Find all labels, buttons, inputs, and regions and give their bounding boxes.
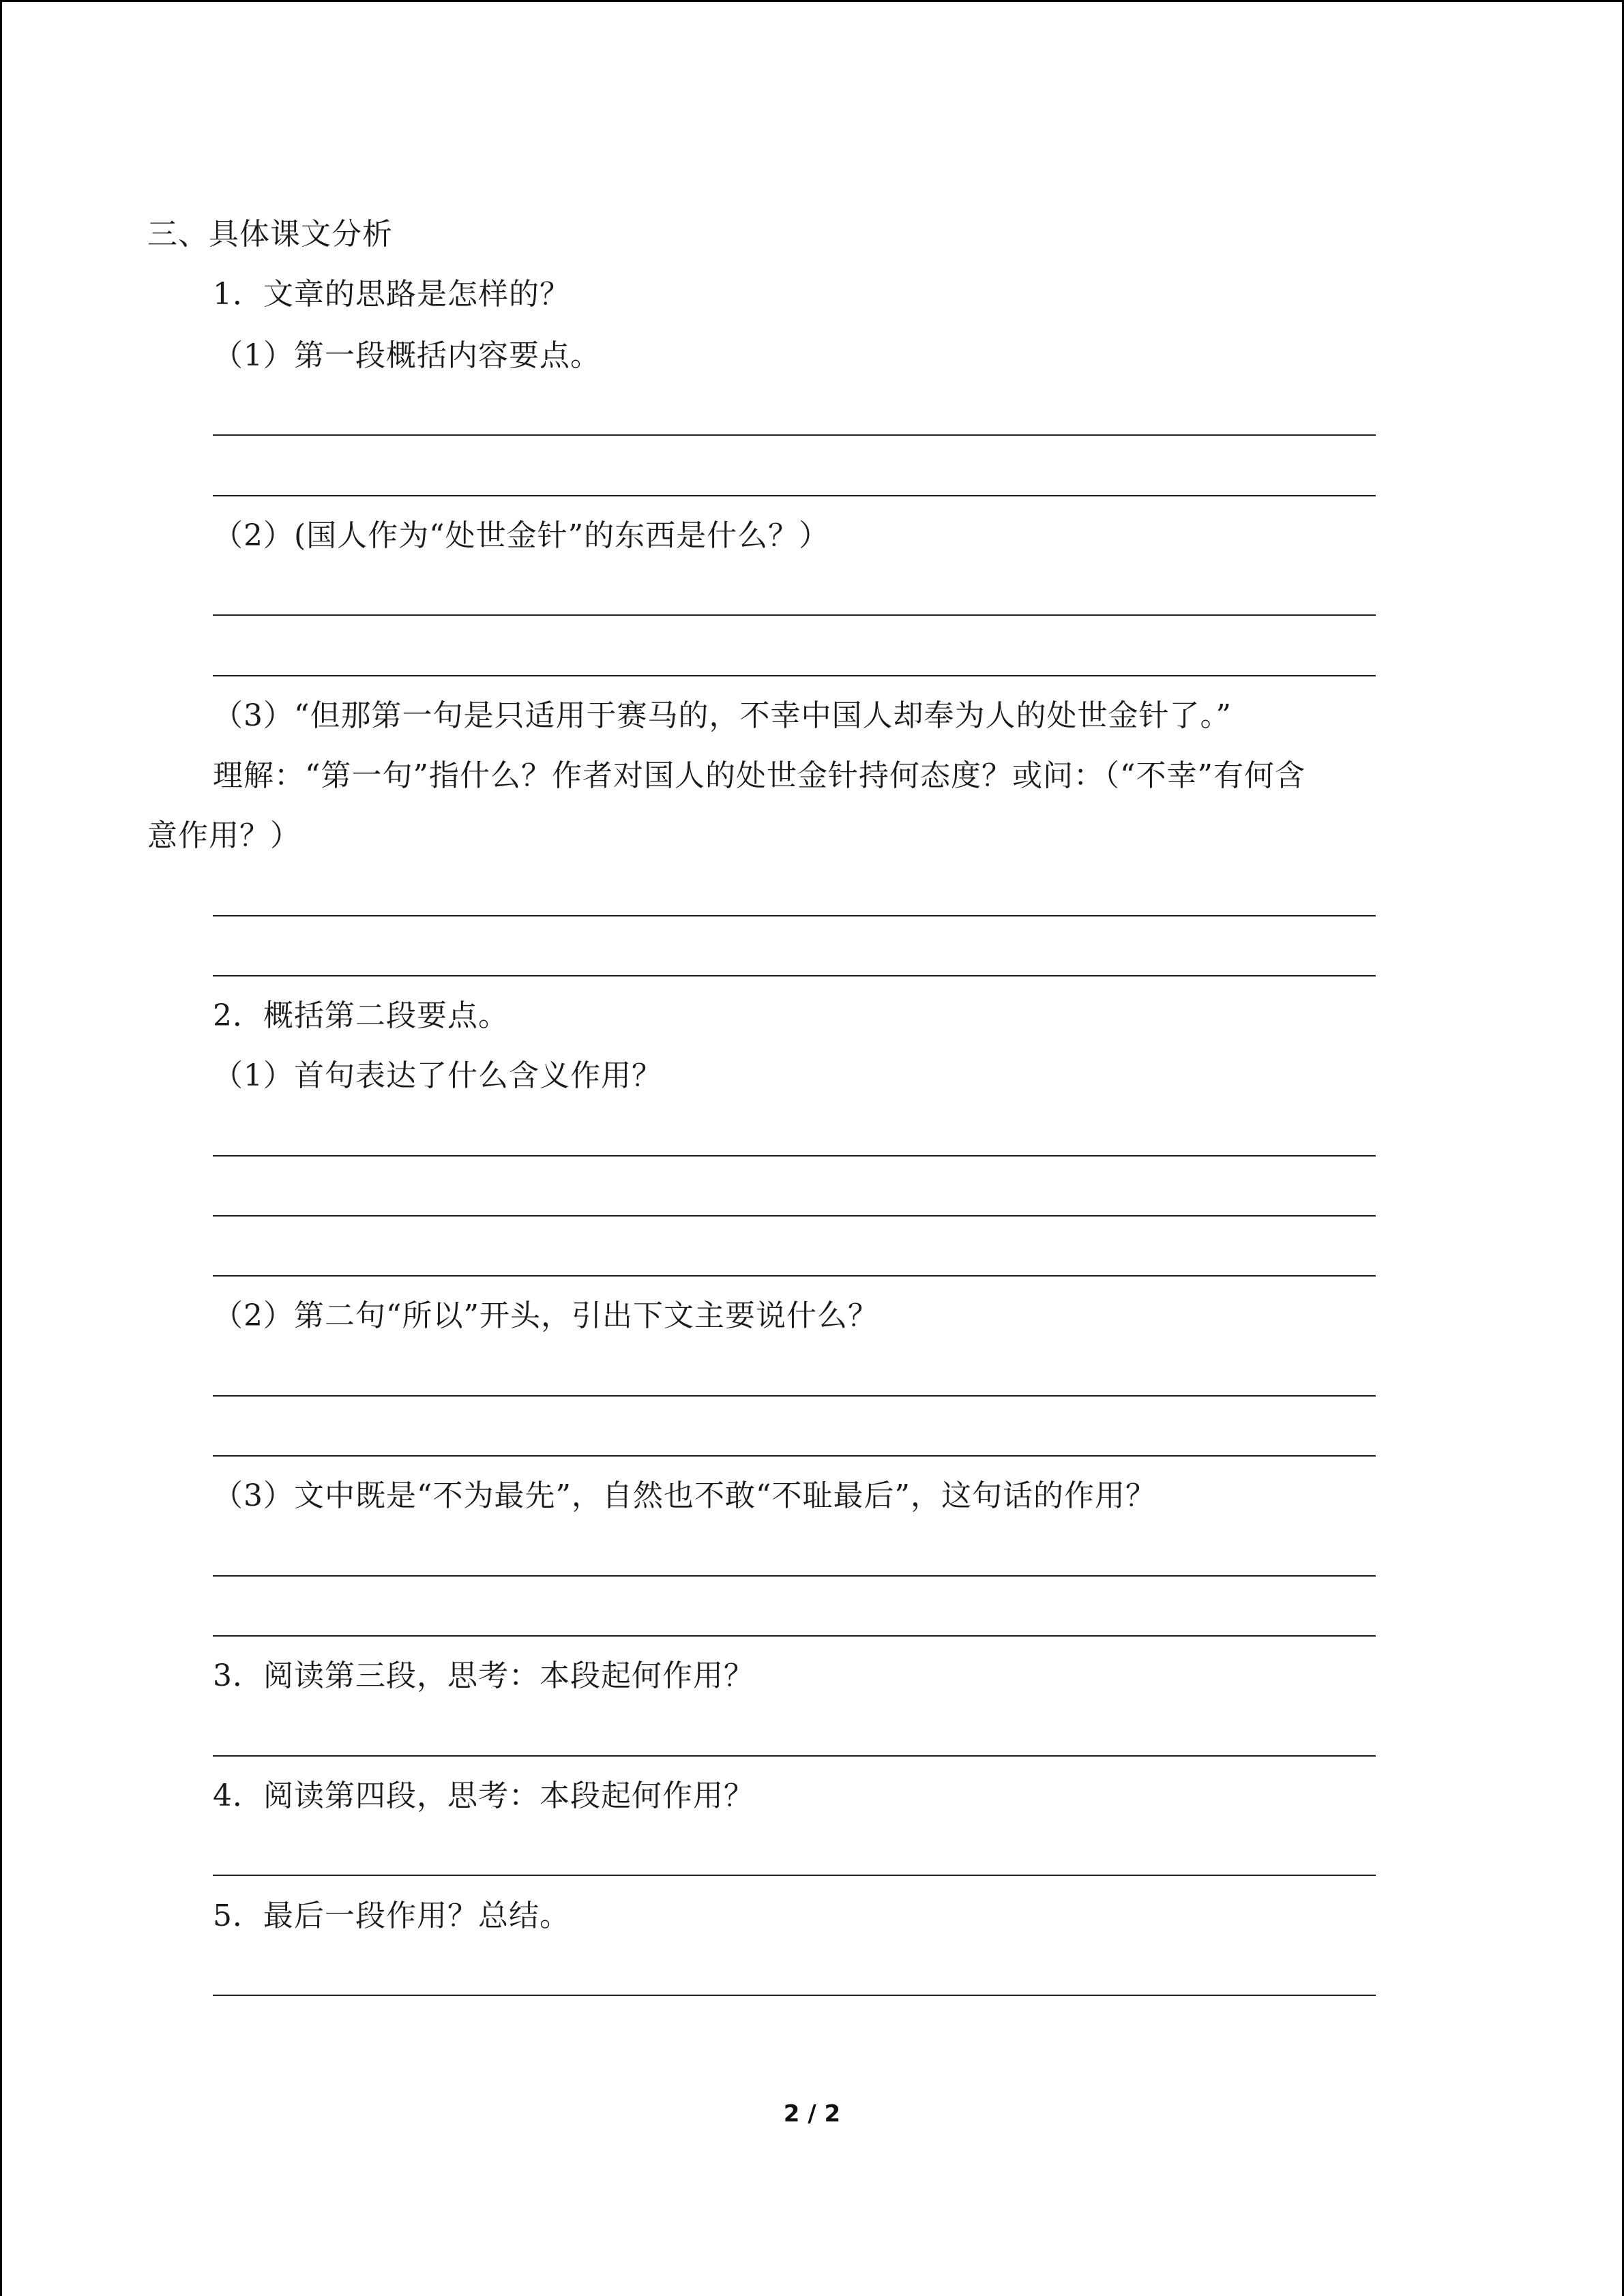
page-number: 2 / 2 bbox=[783, 2100, 841, 2128]
answer-line[interactable] bbox=[213, 1635, 1376, 1637]
question-1-2: （2）(国人作为“处世金针”的东西是什么？） bbox=[213, 518, 830, 553]
question-1-3-hint: 理解：“第一句”指什么？作者对国人的处世金针持何态度？或问：（“不幸”有何含 bbox=[213, 758, 1305, 793]
question-3: 3．阅读第三段，思考：本段起何作用？ bbox=[213, 1658, 754, 1693]
question-5: 5．最后一段作用？总结。 bbox=[213, 1898, 570, 1933]
answer-line[interactable] bbox=[213, 1995, 1376, 1996]
question-2-3: （3）文中既是“不为最先”，自然也不敢“不耻最后”，这句话的作用？ bbox=[213, 1478, 1156, 1513]
answer-line[interactable] bbox=[213, 495, 1376, 496]
answer-line[interactable] bbox=[213, 1155, 1376, 1157]
answer-line[interactable] bbox=[213, 1395, 1376, 1397]
answer-line[interactable] bbox=[213, 1755, 1376, 1757]
answer-line[interactable] bbox=[213, 1575, 1376, 1577]
answer-line[interactable] bbox=[213, 1875, 1376, 1876]
question-1-3-hint-cont: 意作用？） bbox=[147, 818, 301, 853]
question-2-1: （1）首句表达了什么含义作用？ bbox=[213, 1058, 662, 1093]
question-2-2: （2）第二句“所以”开头，引出下文主要说什么？ bbox=[213, 1298, 879, 1333]
question-2: 2．概括第二段要点。 bbox=[213, 998, 509, 1033]
answer-line[interactable] bbox=[213, 915, 1376, 916]
answer-line[interactable] bbox=[213, 975, 1376, 976]
section-heading: 三、具体课文分析 bbox=[147, 217, 393, 252]
answer-line[interactable] bbox=[213, 675, 1376, 676]
answer-line[interactable] bbox=[213, 1455, 1376, 1457]
answer-line[interactable] bbox=[213, 614, 1376, 616]
question-1-3: （3）“但那第一句是只适用于赛马的，不幸中国人却奉为人的处世金针了。” bbox=[213, 698, 1232, 733]
question-4: 4．阅读第四段，思考：本段起何作用？ bbox=[213, 1778, 754, 1813]
answer-line[interactable] bbox=[213, 1215, 1376, 1217]
answer-line[interactable] bbox=[213, 434, 1376, 436]
answer-line[interactable] bbox=[213, 1275, 1376, 1277]
question-1: 1．文章的思路是怎样的？ bbox=[213, 277, 570, 312]
question-1-1: （1）第一段概括内容要点。 bbox=[213, 338, 601, 373]
